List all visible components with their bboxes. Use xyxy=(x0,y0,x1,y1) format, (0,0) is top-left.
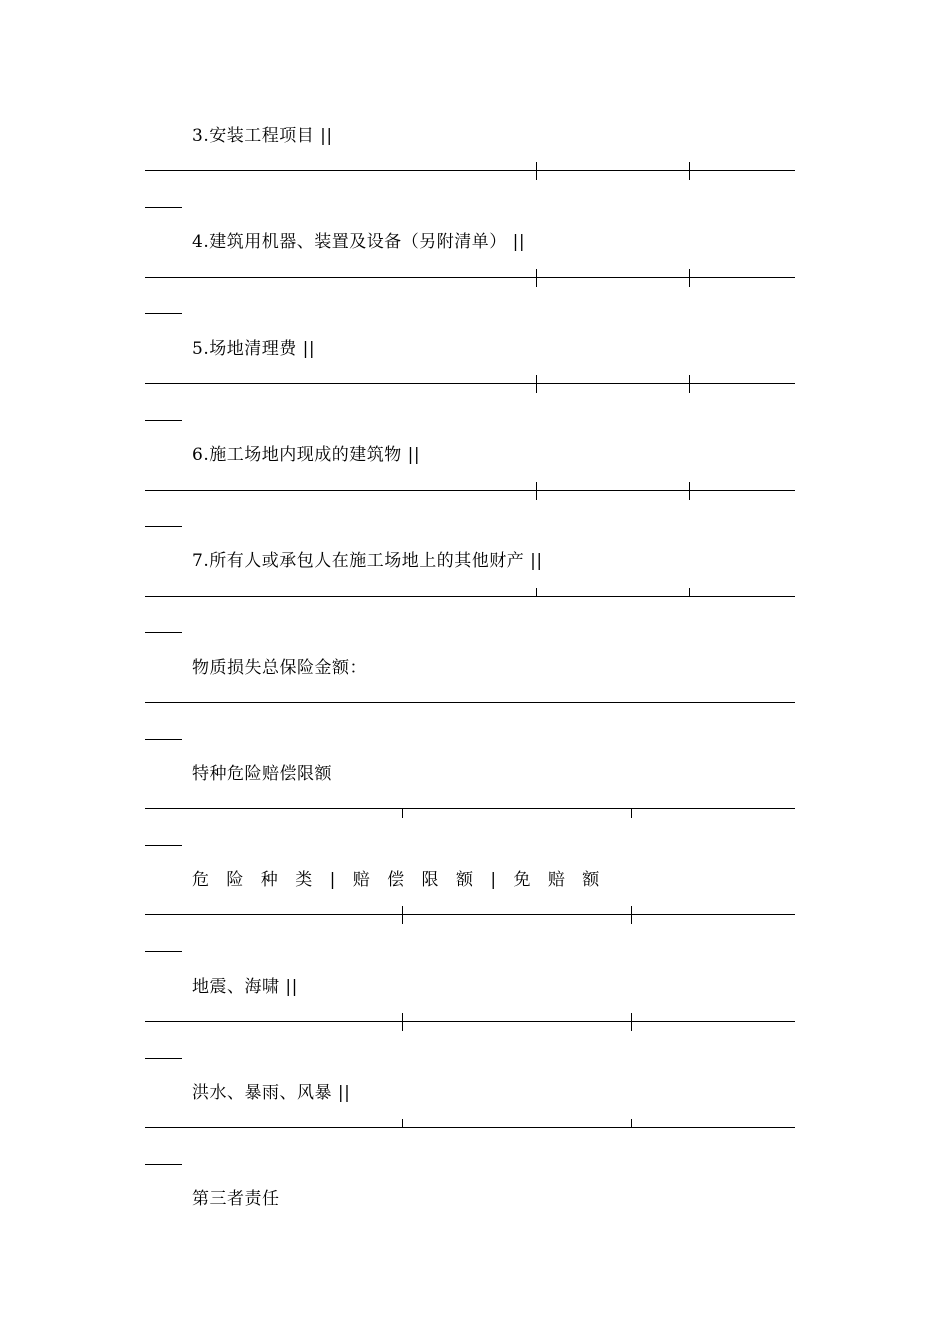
rule-continuation xyxy=(145,313,182,314)
special-perils-header-row: 危 险 种 类 | 赔 偿 限 额 | 免 赔 额 xyxy=(192,870,606,890)
column-divider xyxy=(689,588,690,597)
column-divider xyxy=(536,269,537,278)
peril-flood-storm: 洪水、暴雨、风暴 || xyxy=(192,1083,351,1103)
column-divider xyxy=(631,1119,632,1128)
rule-continuation xyxy=(145,420,182,421)
column-divider xyxy=(631,809,632,818)
column-divider xyxy=(402,1013,403,1022)
column-divider xyxy=(402,809,403,818)
column-divider xyxy=(536,491,537,500)
peril-earthquake-tsunami: 地震、海啸 || xyxy=(192,977,298,997)
column-divider xyxy=(402,915,403,924)
column-divider xyxy=(689,269,690,278)
rule-continuation xyxy=(145,632,182,633)
item-6-existing-buildings: 6.施工场地内现成的建筑物 || xyxy=(192,445,421,465)
table-rule xyxy=(145,1021,795,1022)
column-divider xyxy=(536,384,537,393)
item-7-other-property: 7.所有人或承包人在施工场地上的其他财产 || xyxy=(192,551,543,571)
table-rule xyxy=(145,808,795,809)
special-perils-heading: 特种危险赔偿限额 xyxy=(192,764,332,784)
item-3-installation: 3.安装工程项目 || xyxy=(192,126,333,146)
column-divider xyxy=(689,171,690,180)
rule-continuation xyxy=(145,526,182,527)
column-divider xyxy=(536,482,537,491)
column-divider xyxy=(402,1022,403,1031)
column-divider xyxy=(631,906,632,915)
table-rule xyxy=(145,277,795,278)
column-divider xyxy=(536,375,537,384)
column-divider xyxy=(536,278,537,287)
rule-continuation xyxy=(145,207,182,208)
column-divider xyxy=(631,1022,632,1031)
column-divider xyxy=(536,171,537,180)
table-rule xyxy=(145,170,795,171)
rule-continuation xyxy=(145,845,182,846)
column-divider xyxy=(536,162,537,171)
column-divider xyxy=(689,278,690,287)
column-divider xyxy=(631,915,632,924)
column-divider xyxy=(689,375,690,384)
table-rule xyxy=(145,914,795,915)
table-rule xyxy=(145,702,795,703)
column-divider xyxy=(689,384,690,393)
rule-continuation xyxy=(145,951,182,952)
column-divider xyxy=(689,162,690,171)
column-divider xyxy=(631,1013,632,1022)
column-divider xyxy=(402,1119,403,1128)
table-rule xyxy=(145,490,795,491)
third-party-liability-heading: 第三者责任 xyxy=(192,1189,280,1209)
column-divider xyxy=(689,482,690,491)
column-divider xyxy=(536,588,537,597)
table-rule xyxy=(145,383,795,384)
column-divider xyxy=(689,491,690,500)
rule-continuation xyxy=(145,1058,182,1059)
total-insured-amount-label: 物质损失总保险金额： xyxy=(192,658,367,678)
item-4-machinery: 4.建筑用机器、装置及设备（另附清单） || xyxy=(192,232,526,252)
item-5-site-clearing: 5.场地清理费 || xyxy=(192,339,316,359)
table-rule xyxy=(145,1127,795,1128)
table-rule xyxy=(145,596,795,597)
rule-continuation xyxy=(145,739,182,740)
column-divider xyxy=(402,906,403,915)
rule-continuation xyxy=(145,1164,182,1165)
